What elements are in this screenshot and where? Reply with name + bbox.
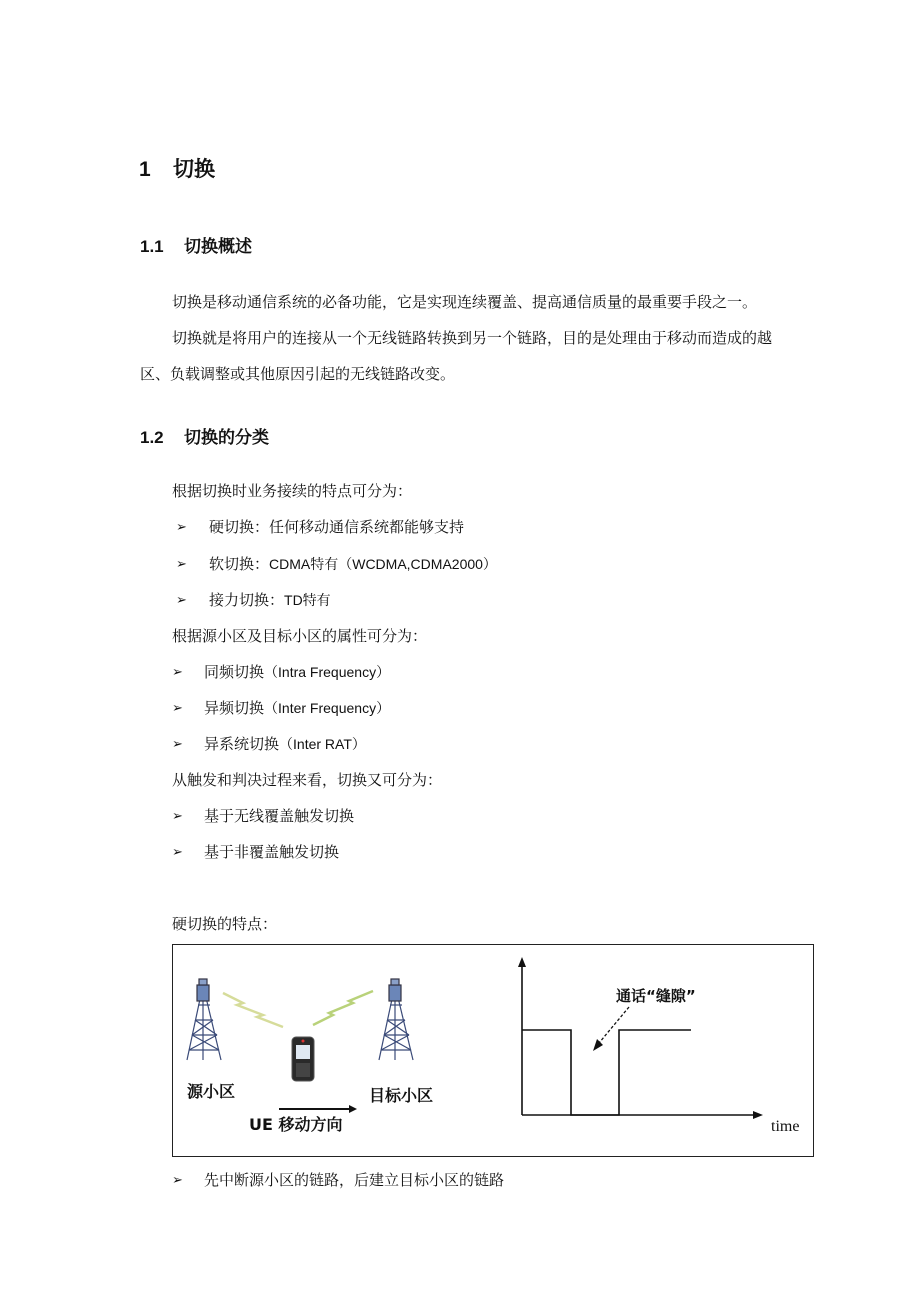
bullet-icon: ➢ [172,809,183,824]
list-item-label: 异频切换 [204,699,265,717]
bullet-icon: ➢ [176,593,187,608]
list-item-desc: （Inter Frequency） [264,700,391,716]
bullet-icon: ➢ [172,845,183,860]
bullet-icon: ➢ [176,557,187,572]
list-item-desc: CDMA特有（WCDMA,CDMA2000） [269,556,497,572]
intro-service: 根据切换时业务接续的特点可分为： [172,482,413,500]
list-item-desc: TD特有 [284,592,331,608]
hard-handover-title: 硬切换的特点： [172,915,278,933]
heading-1-title: 切换 [173,158,215,181]
list-item-desc: 任何移动通信系统都能够支持 [269,518,465,536]
intro-trigger: 从触发和判决过程来看，切换又可分为： [172,771,443,789]
bullet-icon: ➢ [172,737,183,752]
bullet-icon: ➢ [176,520,187,535]
overview-paragraph-1-text: 切换是移动通信系统的必备功能，它是实现连续覆盖、提高通信质量的最重要手段之一。 [172,293,758,311]
figure-drawing [173,945,813,1156]
intro-cell: 根据源小区及目标小区的属性可分为： [172,627,428,645]
heading-classification [140,423,269,448]
overview-paragraph-2-text: 切换就是将用户的连接从一个无线链路转换到另一个链路，目的是处理由于移动而造成的越区、负载调整或其他原因引起的无线链路改变。 [140,329,773,383]
overview-paragraph-2 [140,320,785,392]
gap-label: 通话“缝隙” [616,987,696,1005]
list-item-label: 硬切换： [209,518,270,536]
list-item-cell-3 [204,734,366,754]
list-item-desc: （Inter RAT） [279,736,366,752]
list-item-service-3 [209,590,331,610]
heading-overview-number: 1.1 [140,237,164,256]
list-item-desc: （Intra Frequency） [264,664,391,680]
list-item-trigger-1: 基于无线覆盖触发切换 [204,807,355,825]
timing-axes [518,957,763,1119]
heading-classification-title: 切换的分类 [184,428,269,447]
overview-paragraph-1 [140,284,785,320]
list-item-service-1 [209,517,464,537]
list-item-hard-1: 先中断源小区的链路，后建立目标小区的链路 [204,1171,505,1189]
list-item-service-2 [209,554,497,574]
heading-1 [139,153,215,183]
signal-wave-right-icon [313,991,373,1025]
heading-overview-title: 切换概述 [184,237,252,256]
bullet-icon: ➢ [172,701,183,716]
list-item-label: 接力切换： [209,591,285,609]
ue-direction-label: UE 移动方向 [249,1115,343,1134]
hard-handover-figure [172,944,814,1157]
target-cell-label: 目标小区 [369,1086,434,1105]
time-axis-label: time [771,1118,800,1135]
source-cell-label: 源小区 [187,1082,236,1101]
target-tower-icon [379,979,413,1060]
bullet-icon: ➢ [172,1173,183,1188]
heading-classification-number: 1.2 [140,428,164,447]
signal-timeline [522,1030,691,1115]
gap-pointer-arrow-icon [593,1007,629,1051]
list-item-cell-1 [204,662,390,682]
direction-arrow-icon [279,1105,357,1113]
heading-1-number: 1 [139,158,151,181]
source-tower-icon [187,979,221,1060]
signal-wave-left-icon [223,993,283,1027]
list-item-cell-2 [204,698,390,718]
list-item-label: 异系统切换 [204,735,280,753]
list-item-trigger-2: 基于非覆盖触发切换 [204,843,340,861]
bullet-icon: ➢ [172,665,183,680]
mobile-phone-icon [292,1037,314,1081]
list-item-label: 同频切换 [204,663,265,681]
heading-overview [140,232,252,257]
list-item-label: 软切换： [209,555,270,573]
